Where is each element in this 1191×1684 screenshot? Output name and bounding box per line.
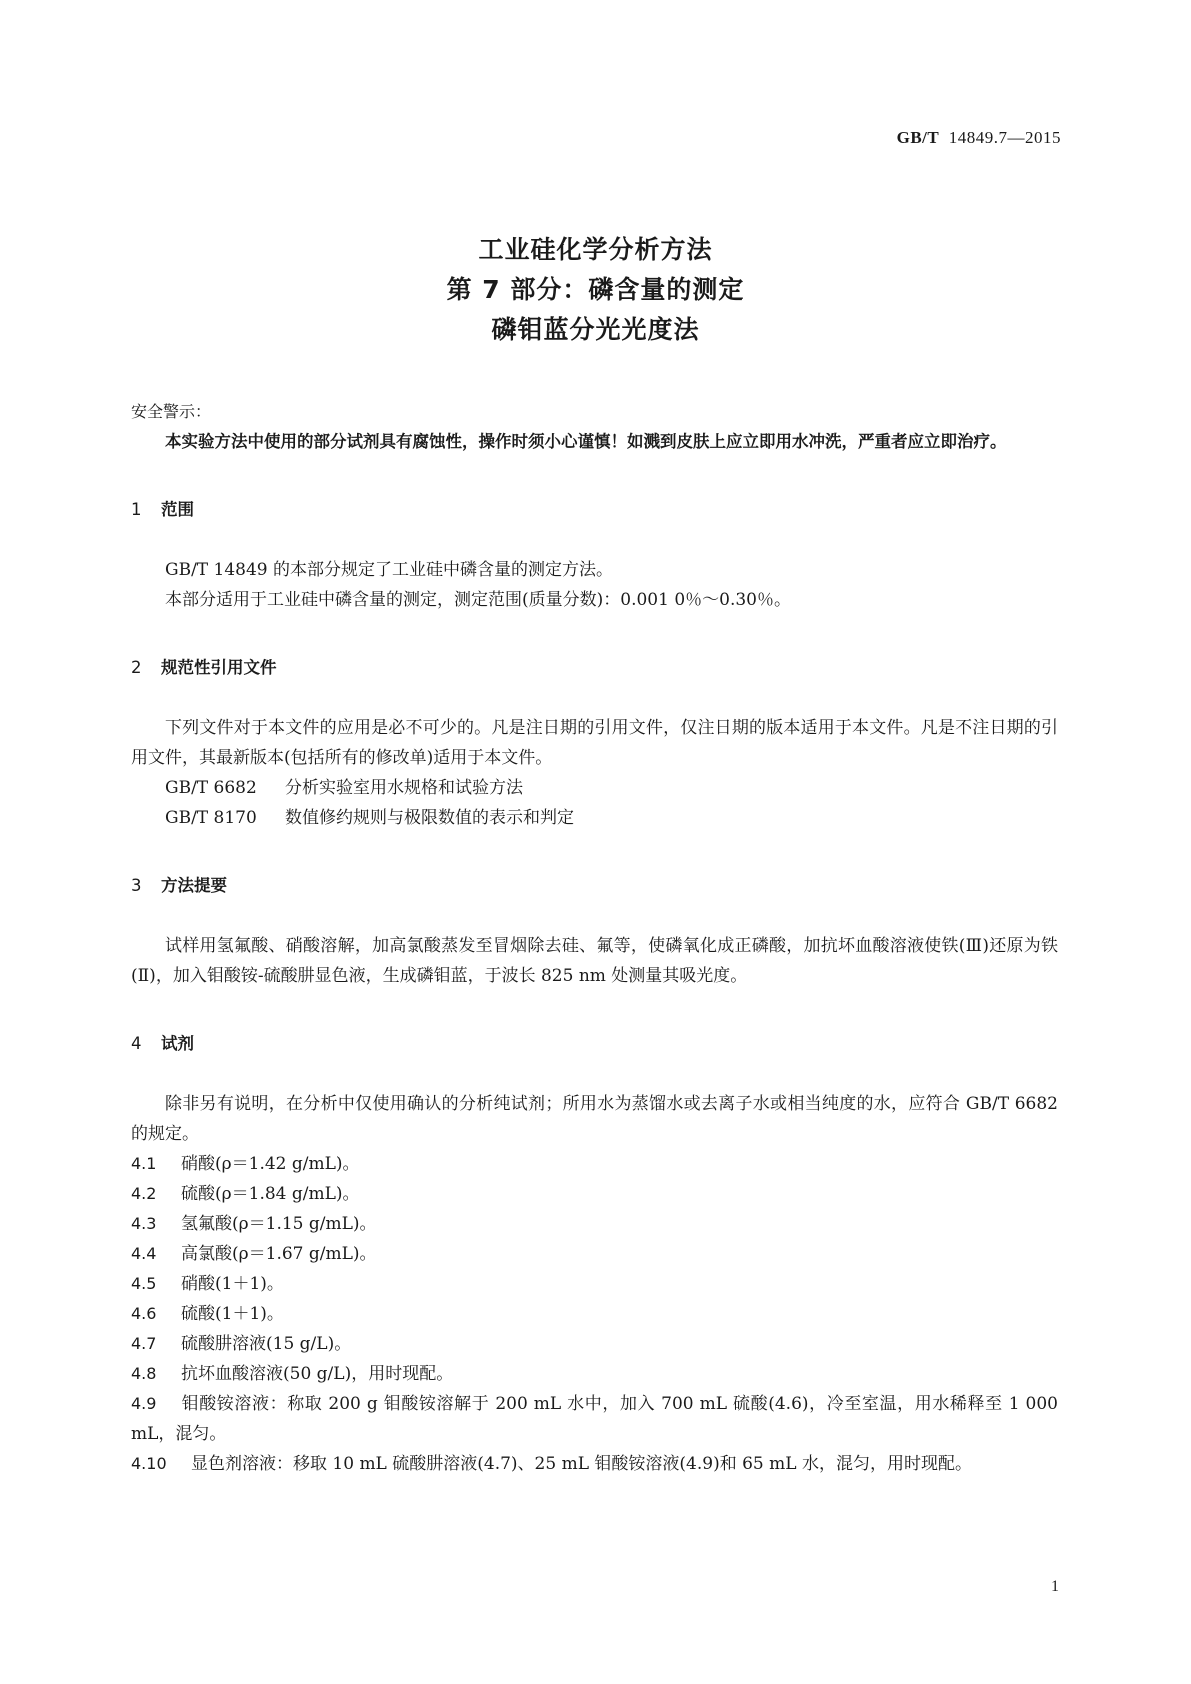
reagent-item [131,1209,1058,1239]
normative-reference [131,803,1058,833]
section-4-paragraph: 除非另有说明，在分析中仅使用确认的分析纯试剂；所用水为蒸馏水或去离子水或相当纯度的水，应符合 GB/T 6682 的规定。 [131,1094,1058,1144]
section-3-paragraph: 试样用氢氟酸、硝酸溶解，加高氯酸蒸发至冒烟除去硅、氟等，使磷氧化成正磷酸，加抗坏血酸溶液使铁(Ⅲ)还原为铁(Ⅱ)，加入钼酸铵-硫酸肼显色液，生成磷钼蓝，于波长 825 nm 处测量其吸光度。 [131,936,1058,986]
safety-warning [131,397,1058,457]
reagent-item [131,1449,1058,1479]
standard-code: 14849.7—2015 [948,128,1061,147]
reagent-item [131,1329,1058,1359]
reagent-number: 4.4 [131,1244,157,1263]
section-1-heading [131,495,1058,525]
reagent-number: 4.3 [131,1214,157,1233]
section-number: 1 [131,500,142,519]
page-number: 1 [1051,1578,1059,1595]
reagent-text: 硝酸(ρ＝1.42 g/mL)。 [181,1154,360,1174]
reagent-text: 硫酸肼溶液(15 g/L)。 [181,1334,352,1354]
reagent-text: 氢氟酸(ρ＝1.15 g/mL)。 [181,1214,377,1234]
safety-heading: 安全警示： [131,402,212,421]
title-line-2: 第 7 部分：磷含量的测定 [446,275,745,304]
reagent-number: 4.2 [131,1184,157,1203]
document-title [0,230,1191,350]
section-1-paragraph: GB/T 14849 的本部分规定了工业硅中磷含量的测定方法。 [165,560,614,580]
reagent-item [131,1239,1058,1269]
section-2-heading [131,653,1058,683]
reagent-item [131,1269,1058,1299]
reagent-text: 钼酸铵溶液：称取 200 g 钼酸铵溶解于 200 mL 水中，加入 700 mL 硫酸(4.6)，冷至室温，用水稀释至 1 000 mL，混匀。 [131,1394,1058,1444]
normative-reference [131,773,1058,803]
reagent-item [131,1179,1058,1209]
section-title: 范围 [161,500,194,519]
reference-title: 数值修约规则与极限数值的表示和判定 [285,808,574,828]
reagent-item [131,1389,1058,1449]
reagent-text: 抗坏血酸溶液(50 g/L)，用时现配。 [181,1364,454,1384]
section-number: 4 [131,1034,142,1053]
section-3-heading [131,871,1058,901]
section-title: 规范性引用文件 [161,658,277,677]
reference-code: GB/T 8170 [165,808,257,828]
reagent-number: 4.10 [131,1454,167,1473]
title-line-1: 工业硅化学分析方法 [478,235,713,264]
section-number: 3 [131,876,142,895]
reagent-text: 高氯酸(ρ＝1.67 g/mL)。 [181,1244,377,1264]
reagent-item [131,1359,1058,1389]
reagent-text: 硝酸(1＋1)。 [181,1274,284,1294]
standard-number [897,128,1061,148]
reagent-number: 4.7 [131,1334,157,1353]
document-body [131,397,1058,1479]
reagent-number: 4.1 [131,1154,157,1173]
reagent-number: 4.8 [131,1364,157,1383]
section-title: 试剂 [161,1034,194,1053]
section-title: 方法提要 [161,876,227,895]
section-4-heading [131,1029,1058,1059]
reagent-number: 4.6 [131,1304,157,1323]
reference-title: 分析实验室用水规格和试验方法 [285,778,523,798]
reference-code: GB/T 6682 [165,778,257,798]
section-number: 2 [131,658,142,677]
standard-prefix: GB/T [896,128,940,147]
reagent-text: 硫酸(1＋1)。 [181,1304,284,1324]
reagent-item [131,1149,1058,1179]
section-1-paragraph: 本部分适用于工业硅中磷含量的测定，测定范围(质量分数)：0.001 0％～0.30％。 [165,590,792,610]
section-2-paragraph: 下列文件对于本文件的应用是必不可少的。凡是注日期的引用文件，仅注日期的版本适用于本文件。凡是不注日期的引用文件，其最新版本(包括所有的修改单)适用于本文件。 [131,718,1058,768]
reagent-number: 4.9 [131,1394,157,1413]
reagent-text: 硫酸(ρ＝1.84 g/mL)。 [181,1184,360,1204]
reagent-number: 4.5 [131,1274,157,1293]
reagent-item [131,1299,1058,1329]
reagent-text: 显色剂溶液：移取 10 mL 硫酸肼溶液(4.7)、25 mL 钼酸铵溶液(4.9)和 65 mL 水，混匀，用时现配。 [191,1454,972,1474]
title-line-3: 磷钼蓝分光光度法 [491,315,700,344]
safety-text: 本实验方法中使用的部分试剂具有腐蚀性，操作时须小心谨慎！如溅到皮肤上应立即用水冲洗，严重者应立即治疗。 [165,432,1007,451]
